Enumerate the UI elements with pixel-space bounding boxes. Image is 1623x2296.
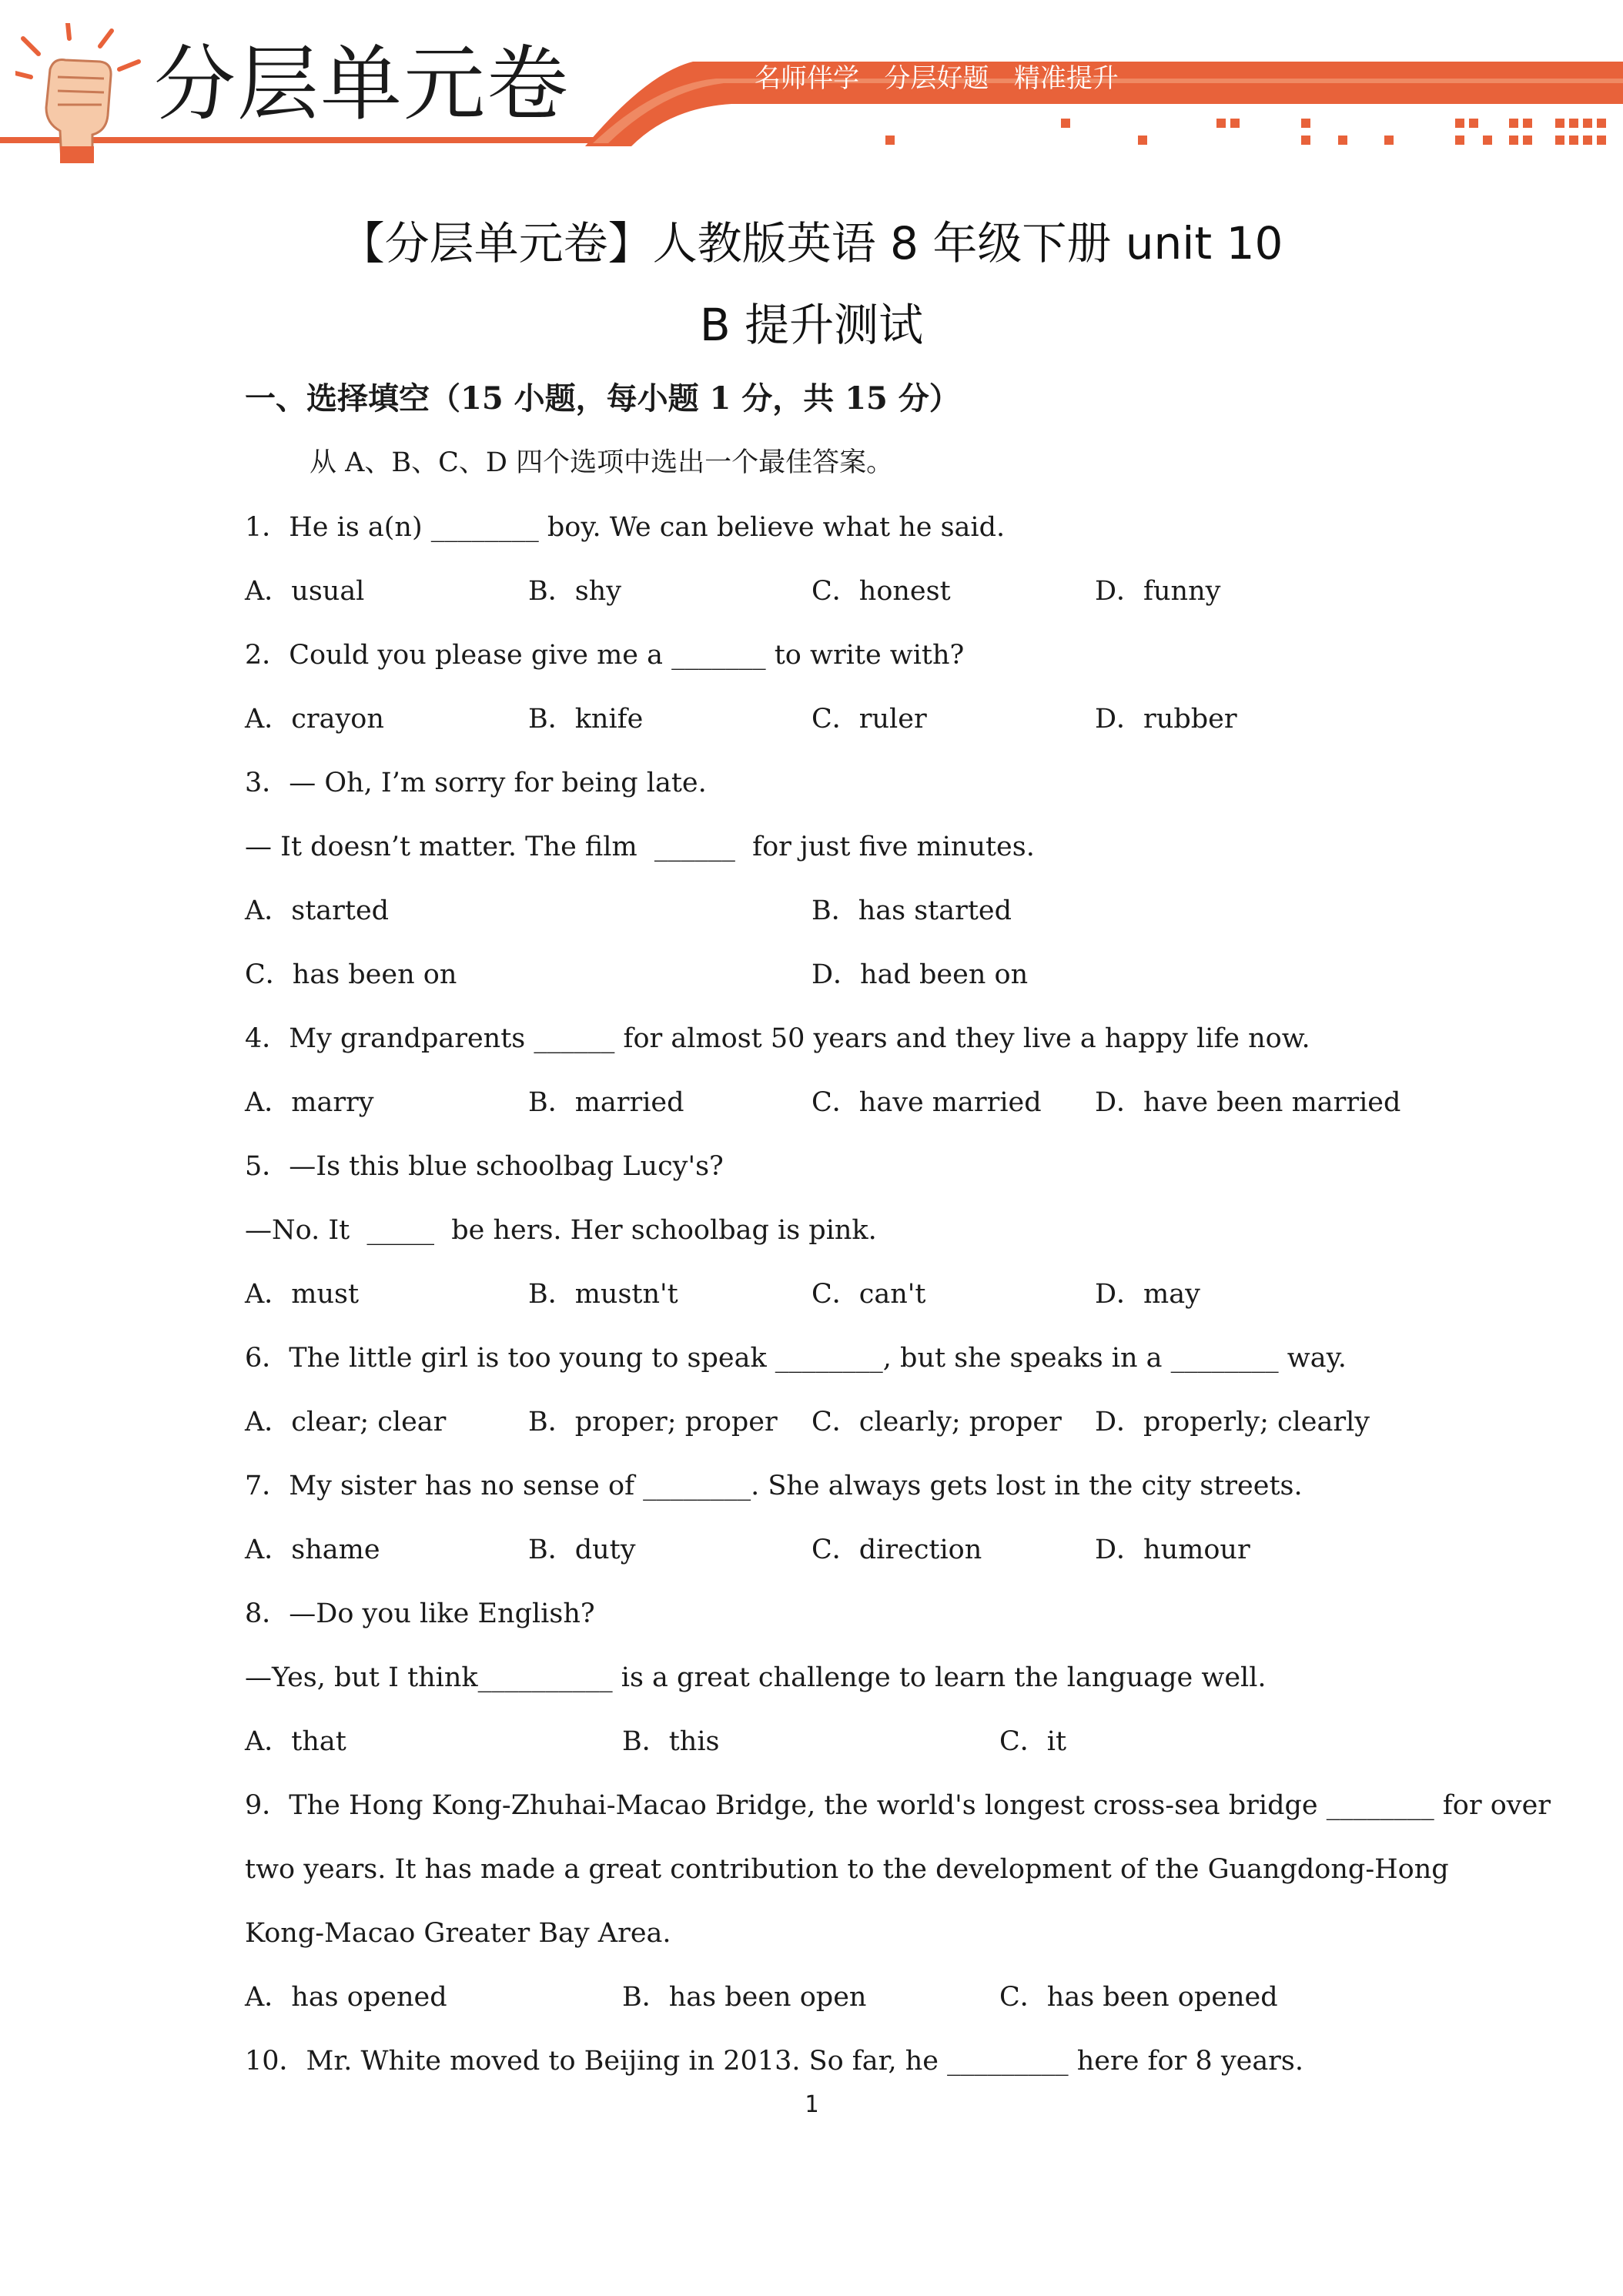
question-text: 2．Could you please give me a _______ to write with? — [245, 640, 965, 671]
option-b[interactable]: B．mustn't — [528, 1279, 678, 1310]
brand-logo-text: 分层单元卷 — [154, 37, 570, 132]
option-a[interactable]: A．clear; clear — [245, 1407, 447, 1438]
question-text: 1．He is a(n) ________ boy. We can believe what he said. — [245, 512, 1006, 543]
option-a[interactable]: A．marry — [245, 1087, 374, 1118]
option-c[interactable]: C．has been opened — [999, 1982, 1278, 2013]
option-d[interactable]: D．have been married — [1095, 1087, 1401, 1118]
question-text: 7．My sister has no sense of ________. She always gets lost in the city streets. — [245, 1471, 1303, 1501]
option-c[interactable]: C．ruler — [812, 704, 927, 735]
option-c[interactable]: C．direction — [812, 1535, 982, 1565]
fist-icon — [15, 23, 146, 169]
question-text: —Yes, but I think__________ is a great challenge to learn the language well. — [245, 1662, 1267, 1693]
question-text: 3．— Oh, I’m sorry for being late. — [245, 768, 707, 798]
question-text: 4．My grandparents ______ for almost 50 years and they live a happy life now. — [245, 1023, 1310, 1054]
question-text: —No. It _____ be hers. Her schoolbag is pink. — [245, 1215, 877, 1246]
option-d[interactable]: D．humour — [1095, 1535, 1250, 1565]
option-b[interactable]: B．has been open — [622, 1982, 867, 2013]
header-slogan: 名师伴学 分层好题 精准提升 — [755, 63, 1119, 94]
option-d[interactable]: D．funny — [1095, 576, 1221, 607]
page-subtitle: B 提升测试 — [699, 299, 924, 351]
option-b[interactable]: B．married — [528, 1087, 684, 1118]
option-d[interactable]: D．had been on — [812, 959, 1029, 990]
option-a[interactable]: A．shame — [245, 1535, 380, 1565]
option-a[interactable]: A．usual — [245, 576, 365, 607]
option-b[interactable]: B．this — [622, 1726, 720, 1757]
option-a[interactable]: A．has opened — [245, 1982, 447, 2013]
question-text: 8．—Do you like English? — [245, 1598, 595, 1629]
page-title: 【分层单元卷】人教版英语 8 年级下册 unit 10 — [340, 217, 1283, 269]
option-a[interactable]: A．that — [245, 1726, 346, 1757]
option-c[interactable]: C．clearly; proper — [812, 1407, 1062, 1438]
option-a[interactable]: A．crayon — [245, 704, 384, 735]
option-d[interactable]: D．may — [1095, 1279, 1200, 1310]
section-instruction: 从 A、B、C、D 四个选项中选出一个最佳答案。 — [310, 447, 894, 478]
option-a[interactable]: A．must — [245, 1279, 360, 1310]
option-c[interactable]: C．it — [999, 1726, 1067, 1757]
question-text: 10．Mr. White moved to Beijing in 2013. So far, he _________ here for 8 years. — [245, 2046, 1303, 2077]
option-b[interactable]: B．proper; proper — [528, 1407, 778, 1438]
option-b[interactable]: B．shy — [528, 576, 621, 607]
question-text: 6．The little girl is too young to speak ________, but she speaks in a ________ way. — [245, 1343, 1347, 1374]
question-text: Kong-Macao Greater Bay Area. — [245, 1918, 671, 1949]
option-b[interactable]: B．duty — [528, 1535, 636, 1565]
option-c[interactable]: C．can't — [812, 1279, 926, 1310]
question-text: — It doesn’t matter. The film ______ for just five minutes. — [245, 832, 1035, 862]
option-b[interactable]: B．knife — [528, 704, 644, 735]
option-d[interactable]: D．properly; clearly — [1095, 1407, 1370, 1438]
header-banner — [0, 0, 1623, 169]
section-heading: 一、选择填空（15 小题，每小题 1 分，共 15 分） — [245, 380, 960, 417]
question-text: 5．—Is this blue schoolbag Lucy's? — [245, 1151, 724, 1182]
option-b[interactable]: B．has started — [812, 895, 1012, 926]
option-c[interactable]: C．has been on — [245, 959, 457, 990]
page-number: 1 — [804, 2091, 819, 2118]
option-a[interactable]: A．started — [245, 895, 390, 926]
option-c[interactable]: C．honest — [812, 576, 951, 607]
option-c[interactable]: C．have married — [812, 1087, 1042, 1118]
option-d[interactable]: D．rubber — [1095, 704, 1237, 735]
question-text: two years. It has made a great contribution to the development of the Guangdong-Hong — [245, 1854, 1449, 1885]
question-text: 9．The Hong Kong-Zhuhai-Macao Bridge, the world's longest cross-sea bridge ________ for over — [245, 1790, 1551, 1821]
